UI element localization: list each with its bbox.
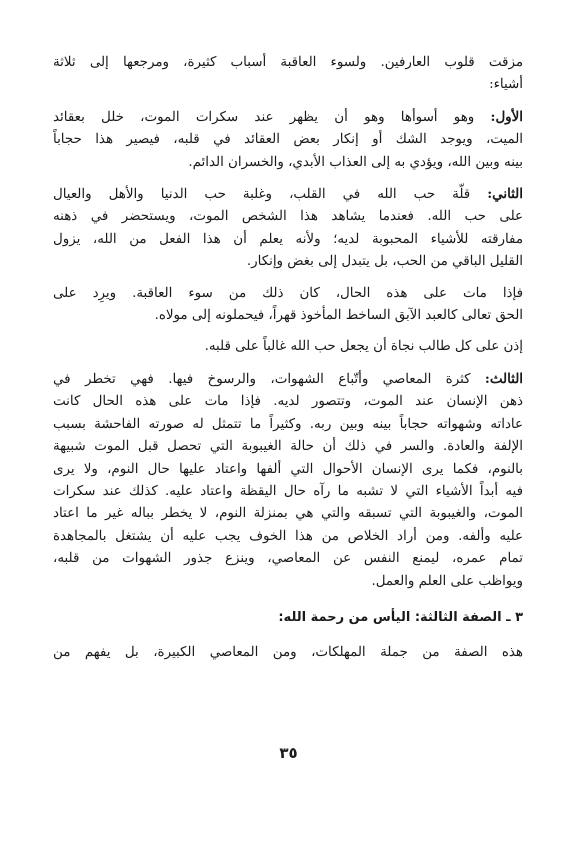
intro-paragraph bbox=[53, 52, 523, 97]
text-line: مفارقته للأشياء المحبوبة لديه؛ ولأنه يعلم أن هذا الفعل من الله، يزول bbox=[53, 231, 523, 247]
first-cause-paragraph bbox=[53, 106, 523, 174]
text-line: بينه وبين الله، ويؤدي به إلى العذاب الأبدي، والخسران الدائم. bbox=[188, 154, 523, 170]
text-line: هذه الصفة من جملة المهلكات، ومن المعاصي الكبيرة، بل يفهم من bbox=[53, 645, 523, 661]
text-line: عاداته وشهواته حجاباً بينه وبين ربه. وكثيراً ما تتمثل له صورته الفاحشة بسبب bbox=[53, 416, 523, 432]
text-line bbox=[53, 106, 523, 129]
text-line: تمام عمره، ليمنع النفس عن المعاصي، وينزع جذور الشهوات من قلبه، bbox=[53, 551, 523, 567]
page-body bbox=[53, 52, 523, 674]
final-paragraph bbox=[53, 642, 523, 664]
second-cause-label: الثاني: bbox=[487, 186, 523, 203]
text-line: مزقت قلوب العارفين. ولسوء العاقبة أسباب كثيرة، ومرجعها إلى ثلاثة bbox=[53, 55, 523, 70]
second-cause-continuation bbox=[53, 283, 523, 328]
text-line: بالنوم، فكما يرى الإنسان الأحوال التي ألفها واعتاد عليها حال النوم، ولا يرى bbox=[53, 461, 523, 477]
third-cause-paragraph bbox=[53, 368, 523, 593]
text-line: إذن على كل طالب نجاة أن يجعل حب الله غالباً على قلبه. bbox=[204, 339, 523, 355]
text-line: فإذا مات على هذه الحال، كان ذلك من سوء العاقبة. ويرِد على bbox=[53, 285, 523, 301]
text-line: الميت، ويوجد الشك أو إنكار بعض العقائد في قلبه، فيصير هذا حجاباً bbox=[53, 132, 523, 148]
text-line: أشياء: bbox=[489, 77, 523, 93]
text-line: على حب الله. فعندما يشاهد هذا الشخص الموت، ويستحضر في ذهنه bbox=[53, 209, 523, 225]
section-heading: ٣ ـ الصفة الثالثة: اليأس من رحمة الله: bbox=[278, 609, 523, 625]
third-cause-label: الثالث: bbox=[484, 370, 523, 387]
text-line: ذهن الإنسان عند الموت، وتتصور لديه. فإذا مات على هذه الحال كانت bbox=[53, 394, 523, 410]
text-line bbox=[53, 368, 523, 391]
text-line: الإلفة والعادة. والسر في ذلك أن حالة الغيبوبة التي تحصل قبل الموت شبيهة bbox=[53, 439, 523, 455]
first-cause-label: الأول: bbox=[490, 108, 523, 125]
text-run: كثرة المعاصي وأتّباع الشهوات، والرسوخ فيها. فهي تخطر في bbox=[53, 371, 485, 387]
text-line: فيه أبداً الأشياء التي لا تشبه ما رآه حال اليقظة واعتاد عليه. كذلك عند سكرات bbox=[53, 483, 523, 499]
text-run: وهو أسوأها وهو أن يظهر عند سكرات الموت، خلل بعقائد bbox=[53, 109, 491, 125]
text-line: عليه وألفه. ومن أراد الخلاص من هذا الخوف يجب عليه أن يشتغل بالمجاهدة bbox=[53, 528, 523, 544]
second-cause-conclusion bbox=[53, 336, 523, 358]
text-run: قلّة حب الله في القلب، وغلبة حب الدنيا والأهل والعيال bbox=[53, 187, 488, 203]
second-cause-paragraph bbox=[53, 183, 523, 274]
text-line: الموت، والغيبوبة التي تسبقه والتي هي بمنزلة النوم، لا يخطر بباله غير ما اعتاد bbox=[53, 506, 523, 522]
text-line: ويواظب على العلم والعمل. bbox=[371, 573, 523, 589]
text-line bbox=[53, 183, 523, 206]
page-number: ٣٥ bbox=[279, 744, 298, 762]
text-line: الحق تعالى كالعبد الآبق الساخط المأخوذ قهراً، فيحملونه إلى مولاه. bbox=[154, 308, 523, 324]
text-line: القليل الباقي من الحب، بل يتبدل إلى بغض وإنكار. bbox=[246, 254, 523, 270]
